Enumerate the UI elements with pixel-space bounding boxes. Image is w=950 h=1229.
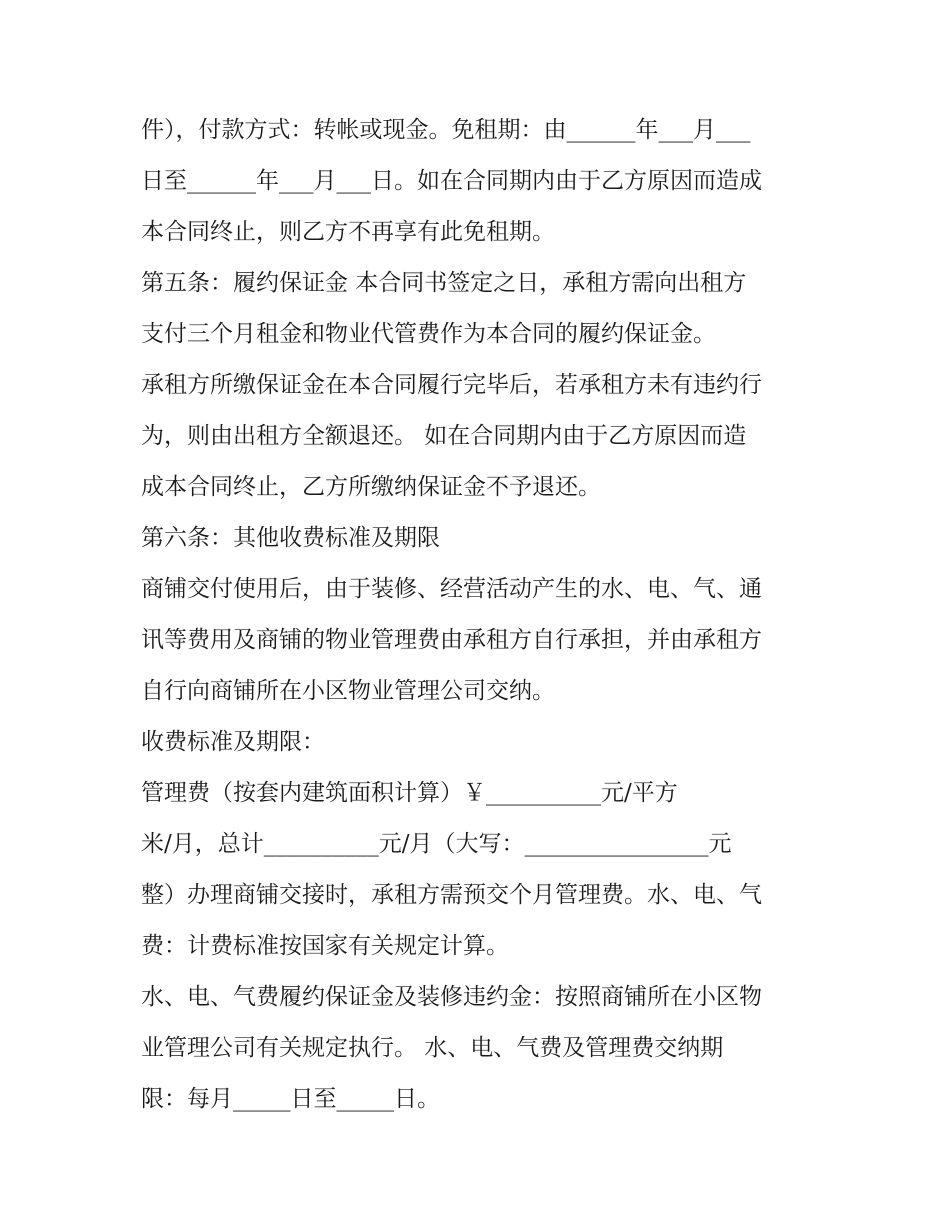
text-line: 承租方所缴保证金在本合同履行完毕后，若承租方未有违约行 xyxy=(141,372,762,398)
text-line: 自行向商铺所在小区物业管理公司交纳。 xyxy=(141,678,555,704)
text-line: 收费标准及期限： xyxy=(141,729,325,755)
text-line: 支付三个月租金和物业代管费作为本合同的履约保证金。 xyxy=(141,321,716,347)
text-line: 米/月，总计__________元/月（大写：________________元 xyxy=(141,831,732,857)
text-line: 成本合同终止，乙方所缴纳保证金不予退还。 xyxy=(141,474,601,500)
text-line: 水、电、气费履约保证金及装修违约金：按照商铺所在小区物 xyxy=(141,984,762,1010)
text-line: 日至______年___月___日。如在合同期内由于乙方原因而造成 xyxy=(141,168,762,194)
text-line: 整）办理商铺交接时，承租方需预交个月管理费。水、电、气 xyxy=(141,882,762,908)
text-line: 限：每月_____日至_____日。 xyxy=(141,1086,440,1112)
text-line: 件），付款方式：转帐或现金。免租期：由______年___月___ xyxy=(141,117,751,143)
text-line: 商铺交付使用后，由于装修、经营活动产生的水、电、气、通 xyxy=(141,576,762,602)
text-line: 业管理公司有关规定执行。 水、电、气费及管理费交纳期 xyxy=(141,1035,724,1061)
article-heading: 第六条：其他收费标准及期限 xyxy=(141,525,440,551)
text-line: 为，则由出租方全额退还。 如在合同期内由于乙方原因而造 xyxy=(141,423,747,449)
text-line: 费：计费标准按国家有关规定计算。 xyxy=(141,933,509,959)
article-heading: 第五条：履约保证金 本合同书签定之日，承租方需向出租方 xyxy=(141,270,747,296)
text-line: 本合同终止，则乙方不再享有此免租期。 xyxy=(141,219,555,245)
text-line: 讯等费用及商铺的物业管理费由承租方自行承担，并由承租方 xyxy=(141,627,762,653)
text-line: 管理费（按套内建筑面积计算）￥__________元/平方 xyxy=(141,780,678,806)
